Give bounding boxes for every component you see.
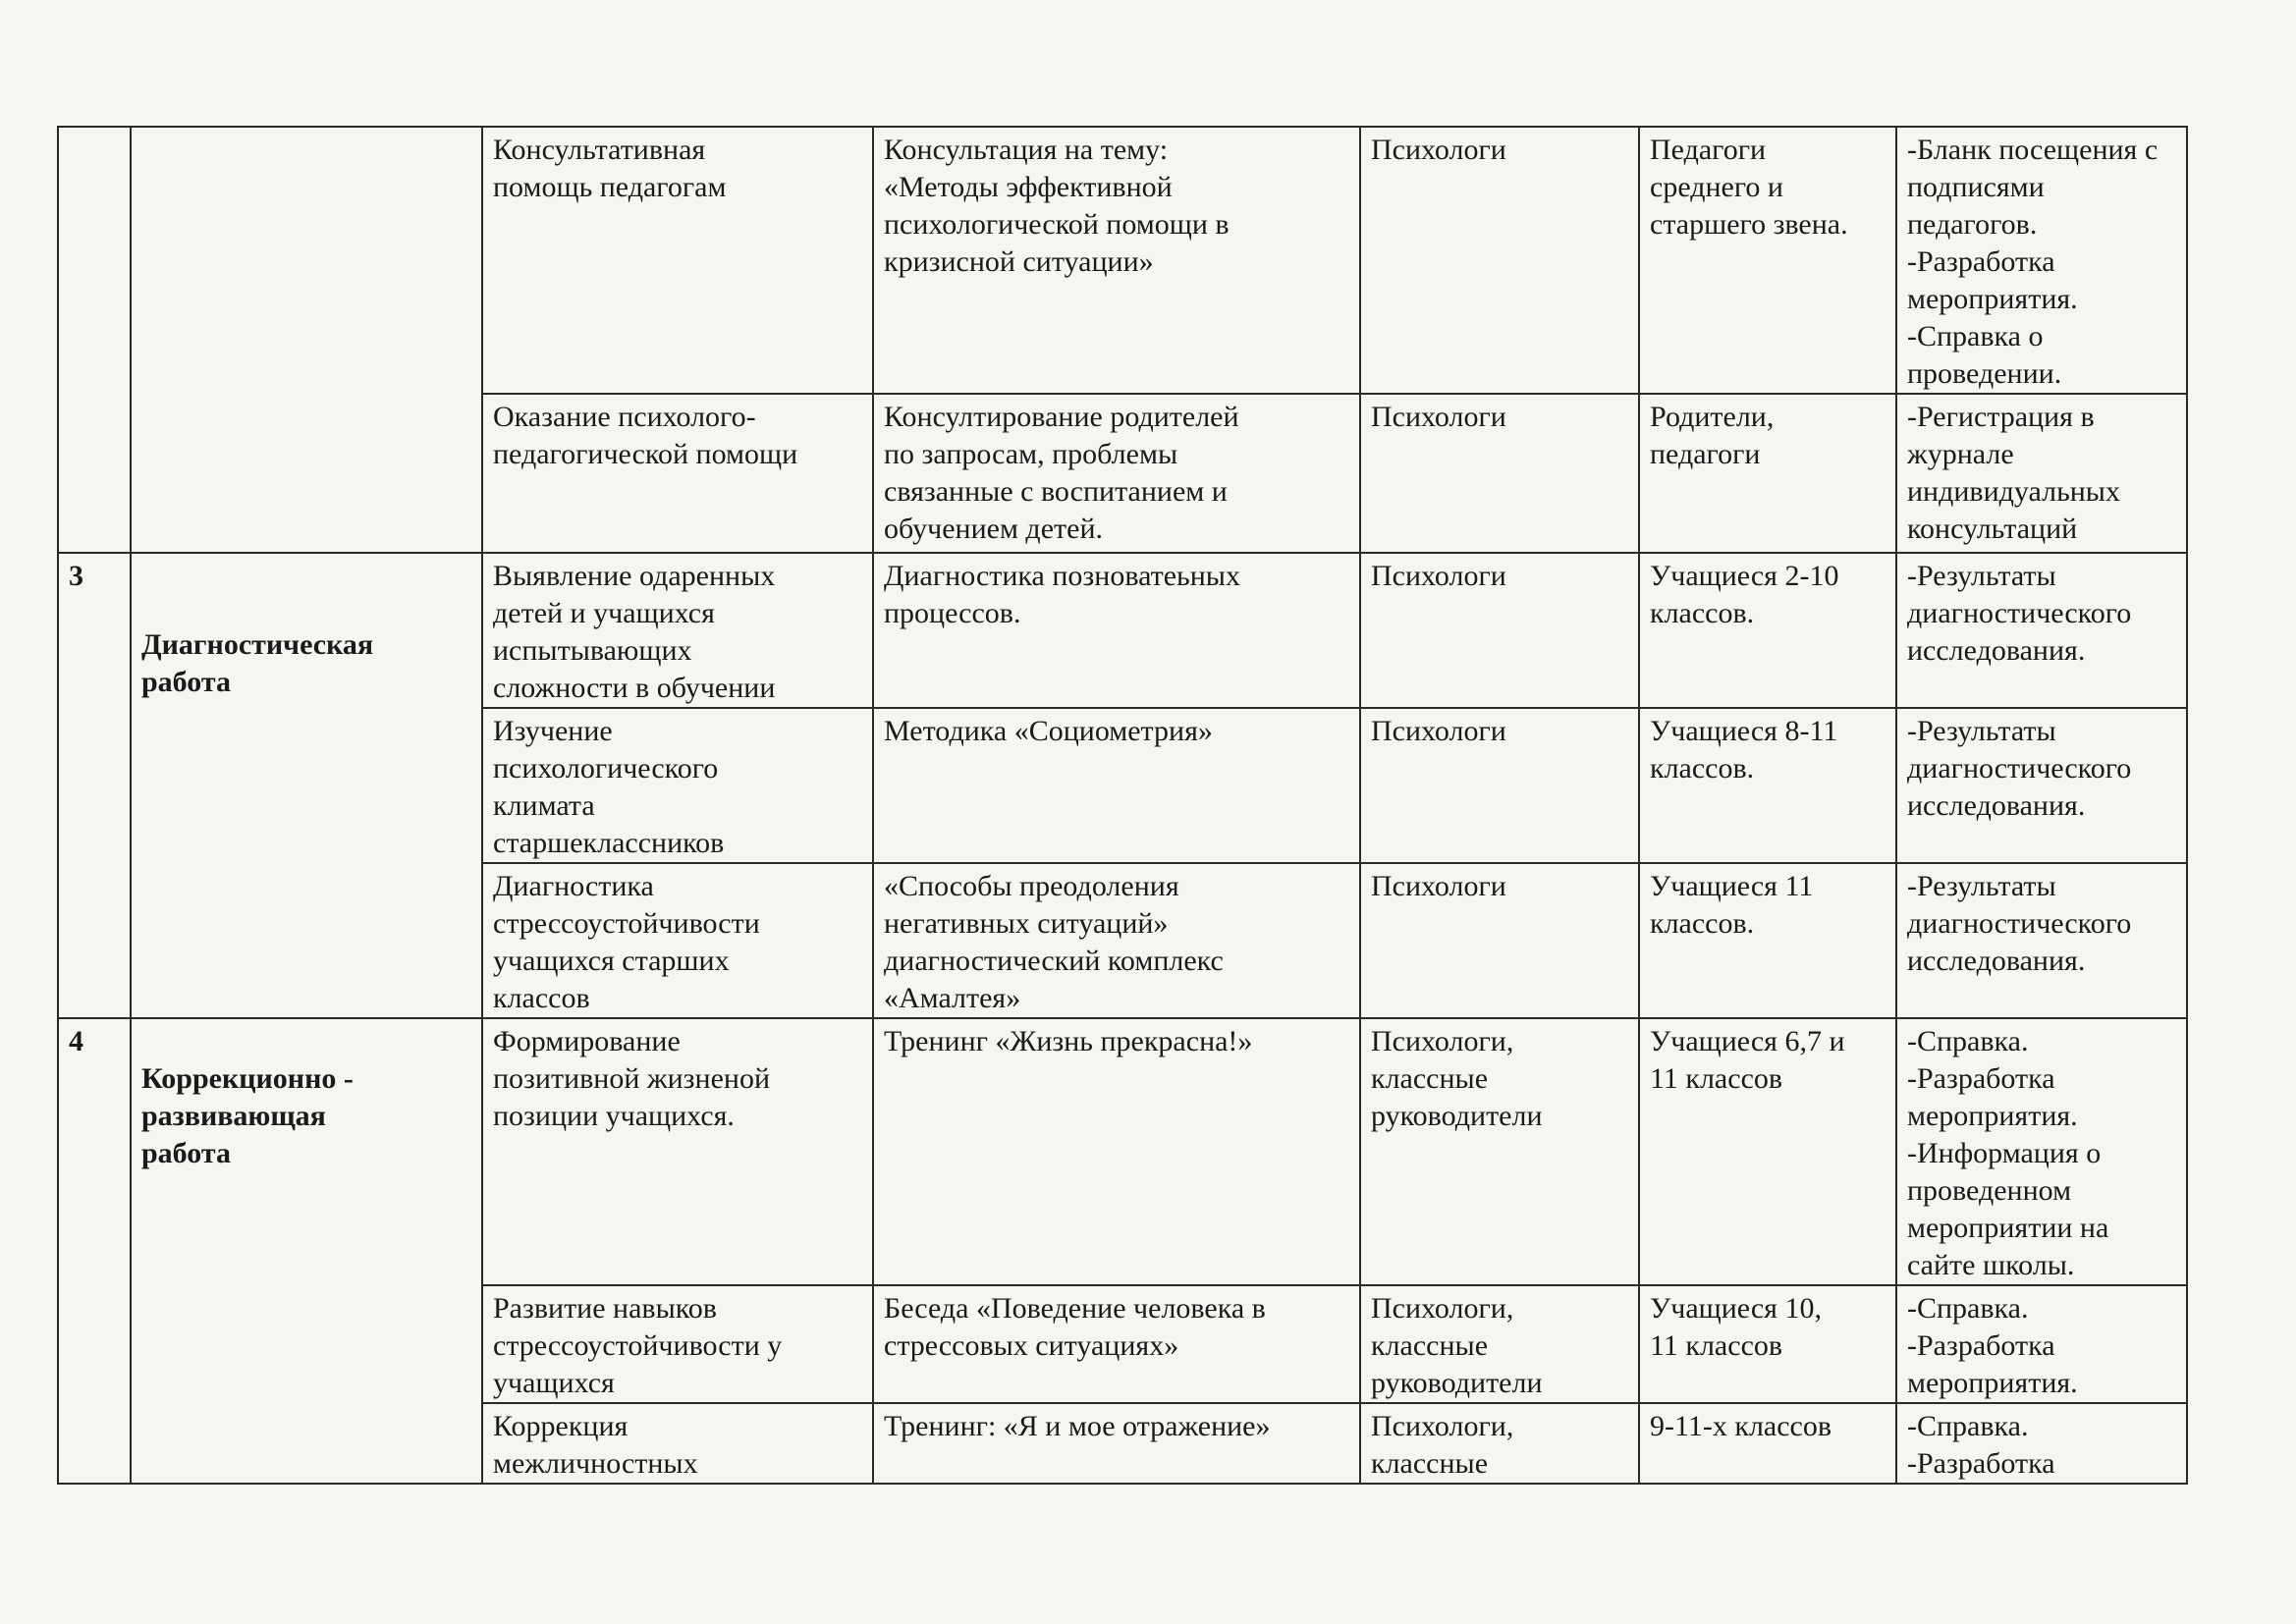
responsible-cell: Психологи <box>1360 553 1639 708</box>
responsible-cell: Психологи, классные руководители <box>1360 1018 1639 1285</box>
responsible-cell: Психологи, классные руководители <box>1360 1285 1639 1403</box>
result-cell: -Справка. -Разработка мероприятия. <box>1896 1285 2187 1403</box>
direction-label: Диагностическая работа <box>141 628 374 698</box>
participants-cell: Учащиеся 6,7 и 11 классов <box>1639 1018 1896 1285</box>
row-number-cell <box>58 127 131 553</box>
result-cell: -Результаты диагностического исследования. <box>1896 553 2187 708</box>
direction-cell <box>131 553 482 1018</box>
result-cell: -Справка. -Разработка <box>1896 1403 2187 1484</box>
row-number-cell: 3 <box>58 553 131 1018</box>
activity-cell: Формирование позитивной жизненой позиции учащихся. <box>482 1018 873 1285</box>
content-cell: Тренинг: «Я и мое отражение» <box>873 1403 1360 1484</box>
activity-cell: Коррекция межличностных <box>482 1403 873 1484</box>
direction-label: Коррекционно - развивающая работа <box>141 1062 354 1169</box>
participants-cell: Педагоги среднего и старшего звена. <box>1639 127 1896 394</box>
table-row <box>58 553 2187 708</box>
content-cell: Консультация на тему: «Методы эффективной психологической помощи в кризисной ситуации» <box>873 127 1360 394</box>
content-cell: Диагностика позноватеьных процессов. <box>873 553 1360 708</box>
result-cell: -Результаты диагностического исследования. <box>1896 708 2187 863</box>
activity-cell: Диагностика стрессоустойчивости учащихся старших классов <box>482 863 873 1018</box>
participants-cell: Учащиеся 10, 11 классов <box>1639 1285 1896 1403</box>
participants-cell: 9-11-х классов <box>1639 1403 1896 1484</box>
activity-cell: Консультативная помощь педагогам <box>482 127 873 394</box>
content-cell: «Способы преодоления негативных ситуаций» диагностический комплекс «Амалтея» <box>873 863 1360 1018</box>
participants-cell: Учащиеся 8-11 классов. <box>1639 708 1896 863</box>
responsible-cell: Психологи <box>1360 127 1639 394</box>
responsible-cell: Психологи, классные <box>1360 1403 1639 1484</box>
work-plan-table <box>57 126 2188 1485</box>
direction-cell <box>131 127 482 553</box>
participants-cell: Учащиеся 11 классов. <box>1639 863 1896 1018</box>
table-row <box>58 1018 2187 1285</box>
activity-cell: Изучение психологического климата старшеклассников <box>482 708 873 863</box>
activity-cell: Выявление одаренных детей и учащихся испытывающих сложности в обучении <box>482 553 873 708</box>
content-cell: Методика «Социометрия» <box>873 708 1360 863</box>
responsible-cell: Психологи <box>1360 394 1639 553</box>
content-cell: Тренинг «Жизнь прекрасна!» <box>873 1018 1360 1285</box>
responsible-cell: Психологи <box>1360 708 1639 863</box>
table-row <box>58 127 2187 394</box>
responsible-cell: Психологи <box>1360 863 1639 1018</box>
activity-cell: Оказание психолого- педагогической помощи <box>482 394 873 553</box>
result-cell: -Справка. -Разработка мероприятия. -Информация о проведенном мероприятии на сайте школы. <box>1896 1018 2187 1285</box>
activity-cell: Развитие навыков стрессоустойчивости у учащихся <box>482 1285 873 1403</box>
row-number-cell: 4 <box>58 1018 131 1484</box>
participants-cell: Родители, педагоги <box>1639 394 1896 553</box>
direction-cell <box>131 1018 482 1484</box>
result-cell: -Регистрация в журнале индивидуальных консультаций <box>1896 394 2187 553</box>
content-cell: Беседа «Поведение человека в стрессовых ситуациях» <box>873 1285 1360 1403</box>
result-cell: -Бланк посещения с подписями педагогов. -Разработка мероприятия. -Справка о проведении. <box>1896 127 2187 394</box>
result-cell: -Результаты диагностического исследования. <box>1896 863 2187 1018</box>
content-cell: Консултирование родителей по запросам, проблемы связанные с воспитанием и обучением детей. <box>873 394 1360 553</box>
participants-cell: Учащиеся 2-10 классов. <box>1639 553 1896 708</box>
